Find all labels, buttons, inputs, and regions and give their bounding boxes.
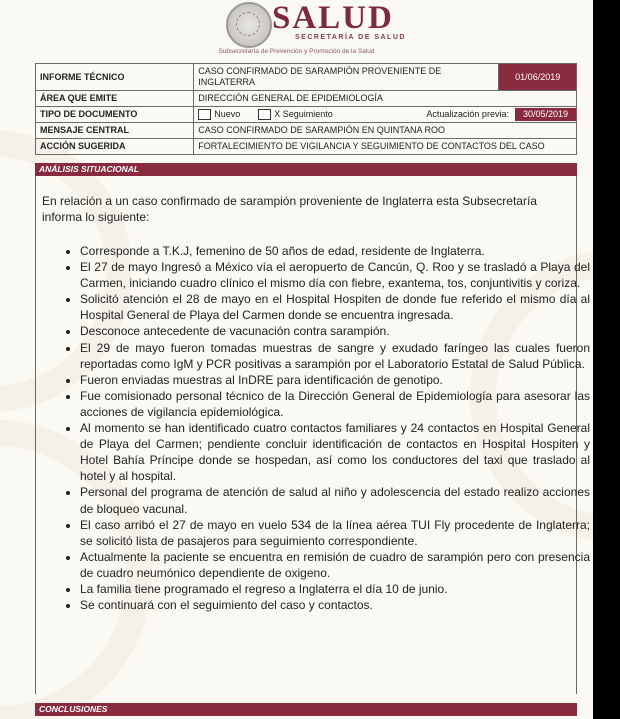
informe-label: INFORME TÉCNICO <box>36 64 194 91</box>
list-item: • Fue comisionado personal técnico de la Dirección General de Epidemiología para asesorar las acciones de vigilancia epidemiológica. <box>80 388 590 420</box>
informe-date: 01/06/2019 <box>499 64 577 91</box>
list-item: • Fueron enviadas muestras al InDRE para identificación de genotipo. <box>80 372 590 388</box>
mexico-seal-icon <box>226 2 272 48</box>
accion-value: FORTALECIMIENTO DE VIGILANCIA Y SEGUIMIENTO DE CONTACTOS DEL CASO <box>194 139 577 155</box>
informe-value: CASO CONFIRMADO DE SARAMPIÓN PROVENIENTE DE INGLATERRA <box>194 64 499 91</box>
mensaje-value: CASO CONFIRMADO DE SARAMPIÓN EN QUINTANA ROO <box>194 123 577 139</box>
mensaje-label: MENSAJE CENTRAL <box>36 123 194 139</box>
analisis-body <box>35 176 590 694</box>
nuevo-option[interactable] <box>198 109 240 120</box>
list-item: • Personal del programa de atención de salud al niño y adolescencia del estado realizo acciones de bloqueo vacunal. <box>80 484 590 516</box>
seguimiento-label: X Seguimiento <box>274 109 333 119</box>
seguimiento-checkbox[interactable] <box>258 109 271 120</box>
area-label: ÁREA QUE EMITE <box>36 91 194 107</box>
subsecretaria-label: Subsecretaría de Prevención y Promoción de la Salud <box>218 48 375 55</box>
list-item: • El 27 de mayo Ingresó a México vía el aeropuerto de Cancún, Q. Roo y se trasladó a Playa del Carmen, iniciando cuadro clínico el mismo día con fiebre, exantema, tos, conjuntivitis y coriza. <box>80 259 590 291</box>
list-item: • El 29 de mayo fueron tomadas muestras de sangre y exudado faríngeo las cuales fueron reportadas como IgM y PCR positivas a sarampión por el Laboratorio Estatal de Salud Pública. <box>80 340 590 372</box>
tipo-options <box>194 107 577 123</box>
report-info-table <box>35 63 577 155</box>
nuevo-checkbox[interactable] <box>198 109 211 120</box>
row-tipo <box>36 107 577 123</box>
analisis-intro: En relación a un caso confirmado de sarampión proveniente de Inglaterra esta Subsecretaría informa lo siguiente: <box>42 194 537 224</box>
accion-label: ACCIÓN SUGERIDA <box>36 139 194 155</box>
list-item: • El caso arribó el 27 de mayo en vuelo 534 de la línea aérea TUI Fly procedente de Inglaterra; se solicitó lista de pasajeros para seguimiento correspondiente. <box>80 517 590 549</box>
list-item: • La familia tiene programado el regreso a Inglaterra el día 10 de junio. <box>80 581 590 597</box>
scan-border <box>593 0 620 719</box>
area-value: DIRECCIÓN GENERAL DE EPIDEMIOLOGÍA <box>194 91 577 107</box>
row-informe <box>36 64 577 91</box>
list-item: • Solicitó atención el 28 de mayo en el Hospital Hospiten de donde fue referido el mismo día al Hospital General de Playa del Carmen donde se encuentra ingresada. <box>80 291 590 323</box>
nuevo-label: Nuevo <box>214 109 241 119</box>
list-item: • Desconoce antecedente de vacunación contra sarampión. <box>80 323 590 339</box>
list-item: • Actualmente la paciente se encuentra en remisión de cuadro de sarampión pero con presencia de cuadro neumónico dependiente de oxigeno. <box>80 549 590 581</box>
seguimiento-option[interactable] <box>258 109 333 120</box>
previous-update-date: 30/05/2019 <box>515 108 576 121</box>
letterhead <box>0 0 593 60</box>
previous-update-label: Actualización previa: <box>426 109 509 119</box>
row-accion <box>36 139 577 155</box>
tipo-label: TIPO DE DOCUMENTO <box>36 107 194 123</box>
row-area <box>36 91 577 107</box>
list-item: • Se continuará con el seguimiento del caso y contactos. <box>80 597 590 613</box>
analisis-heading: ANÁLISIS SITUACIONAL <box>35 163 577 176</box>
brand-logo-text: SALUD <box>272 0 394 36</box>
conclusiones-heading: CONCLUSIONES <box>35 703 577 716</box>
secretaria-label: SECRETARÍA DE SALUD <box>295 34 406 41</box>
list-item: • Al momento se han identificado cuatro contactos familiares y 24 contactos en Hospital General de Playa del Carmen; pendiente concluir identificación de contactos en Hospital Hospiten y Hotel Bahía Príncipe donde se hospedan, así como los conductores del taxi que traslado al hotel y al hospital. <box>80 420 590 484</box>
list-item: • Corresponde a T.K.J, femenino de 50 años de edad, residente de Inglaterra. <box>80 243 590 259</box>
row-mensaje <box>36 123 577 139</box>
analisis-bullet-list <box>62 243 590 613</box>
